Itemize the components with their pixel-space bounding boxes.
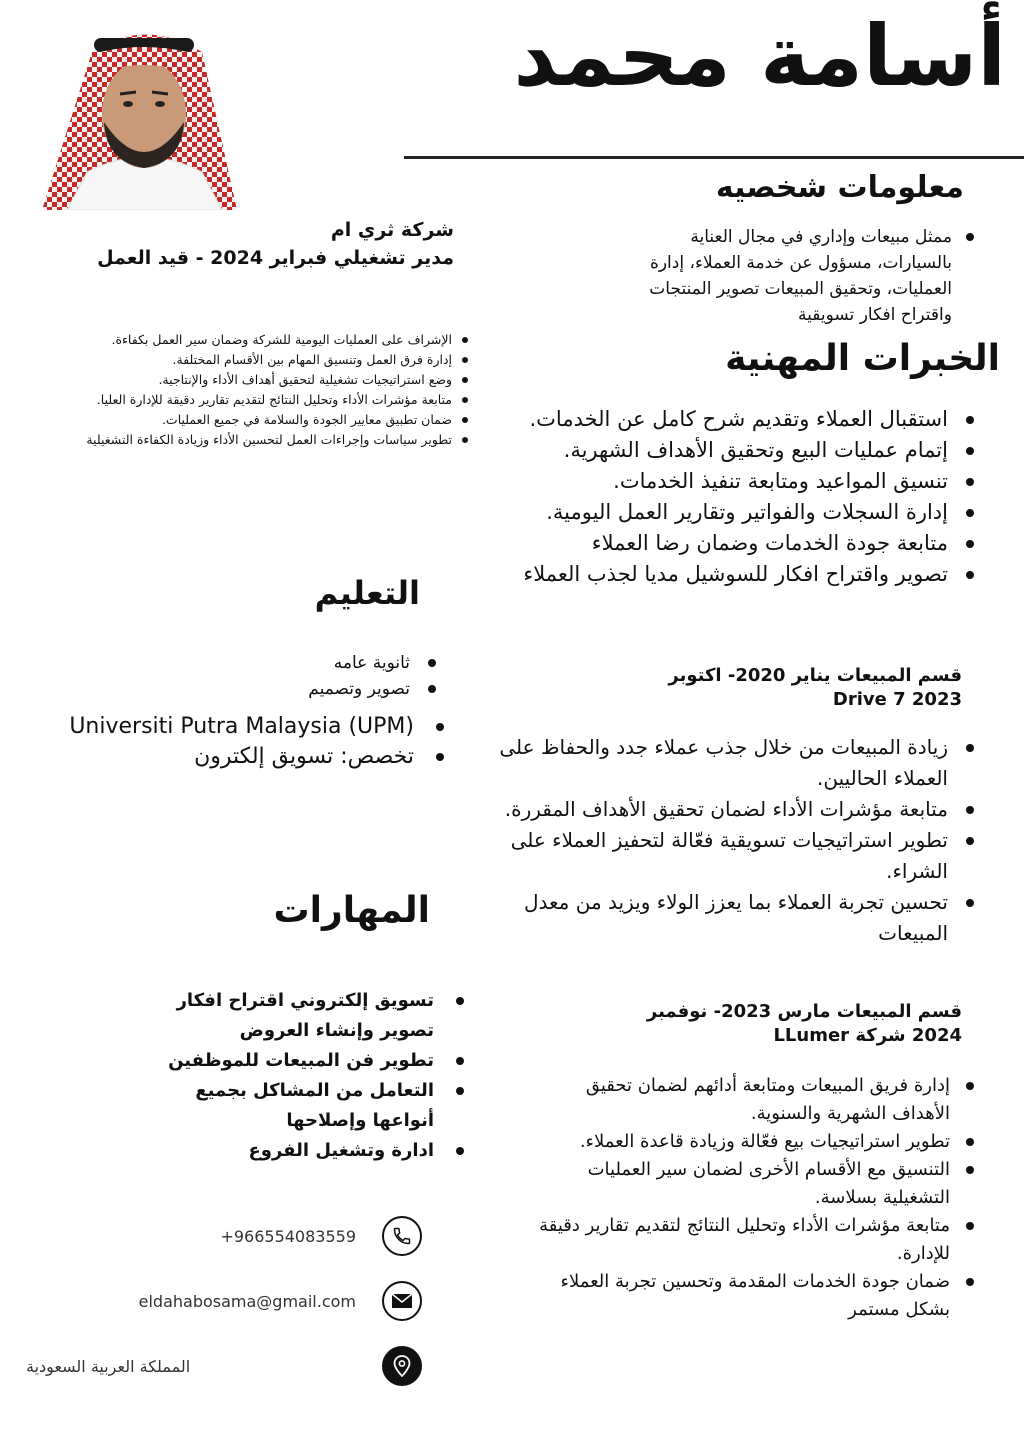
list-item: التنسيق مع الأقسام الأخرى لضمان سير العمليات التشغيلية بسلاسة.	[524, 1156, 974, 1212]
company-name: شركة ثري ام	[330, 219, 454, 241]
list-item: تطوير استراتيجيات بيع فعّالة وزيادة قاعدة العملاء.	[524, 1128, 974, 1156]
list-item: ضمان جودة الخدمات المقدمة وتحسين تجربة العملاء بشكل مستمر	[524, 1268, 974, 1324]
experience-list-1	[504, 404, 974, 590]
list-item: متابعة مؤشرات الأداء وتحليل النتائج لتقديم تقارير دقيقة للإدارة.	[524, 1212, 974, 1268]
list-item: استقبال العملاء وتقديم شرح كامل عن الخدمات.	[504, 404, 974, 435]
list-item: متابعة مؤشرات الأداء لضمان تحقيق الأهداف المقررة.	[454, 794, 974, 825]
list-item: ضمان تطبيق معايير الجودة والسلامة في جميع العمليات.	[28, 410, 468, 430]
experience-list-2	[454, 732, 974, 949]
location-text: المملكة العربية السعودية	[26, 1357, 191, 1376]
company-role: مدير تشغيلي فبراير 2024 - قيد العمل	[97, 247, 454, 269]
list-item: تصوير وتصميم	[106, 676, 436, 702]
personal-info-heading: معلومات شخصيه	[715, 170, 964, 205]
list-item: التعامل من المشاكل بجميع أنواعها وإصلاحها	[144, 1076, 464, 1136]
list-item: إدارة فرق العمل وتنسيق المهام بين الأقسام المختلفة.	[28, 350, 468, 370]
mail-icon	[382, 1281, 422, 1321]
company-duties-list	[28, 330, 468, 450]
list-item: إدارة فريق المبيعات ومتابعة أدائهم لضمان تحقيق الأهداف الشهرية والسنوية.	[524, 1072, 974, 1128]
education-list	[106, 650, 436, 702]
job-role-llumer: قسم المبيعات مارس 2023- نوفمبر 2024 شركة LLumer	[646, 1001, 962, 1046]
list-item: تصوير واقتراح افكار للسوشيل مديا لجذب العملاء	[504, 559, 974, 590]
list-item: إدارة السجلات والفواتير وتقارير العمل اليومية.	[504, 497, 974, 528]
list-item: تطوير سياسات وإجراءات العمل لتحسين الأداء وزيادة الكفاءة التشغيلية	[28, 430, 468, 450]
company-block	[34, 216, 454, 272]
list-item: ثانوية عامه	[106, 650, 436, 676]
list-item: الإشراف على العمليات اليومية للشركة وضمان سير العمل بكفاءة.	[28, 330, 468, 350]
email-address[interactable]: eldahabosama@gmail.com	[138, 1292, 356, 1311]
list-item: تخصص: تسويق إلكترون	[44, 742, 444, 772]
list-item: متابعة مؤشرات الأداء وتحليل النتائج لتقديم تقارير دقيقة للإدارة العليا.	[28, 390, 468, 410]
phone-icon	[382, 1216, 422, 1256]
list-item: تطوير فن المبيعات للموظفين	[144, 1046, 464, 1076]
education-list-university	[44, 712, 444, 772]
location-pin-icon	[382, 1346, 422, 1386]
list-item: تنسيق المواعيد ومتابعة تنفيذ الخدمات.	[504, 466, 974, 497]
header-divider	[404, 156, 1024, 159]
candidate-name: أسامة محمد	[513, 7, 1006, 105]
list-item: إتمام عمليات البيع وتحقيق الأهداف الشهرية.	[504, 435, 974, 466]
job-role-drive7: قسم المبيعات يناير 2020- اكتوبر 2023 Drive 7	[668, 665, 962, 710]
list-item: وضع استراتيجيات تشغيلية لتحقيق أهداف الأداء والإنتاجية.	[28, 370, 468, 390]
list-item: تحسين تجربة العملاء بما يعزز الولاء ويزيد من معدل المبيعات	[454, 887, 974, 949]
list-item: Universiti Putra Malaysia (UPM)	[44, 712, 444, 742]
list-item: زيادة المبيعات من خلال جذب عملاء جدد والحفاظ على العملاء الحاليين.	[454, 732, 974, 794]
list-item: ممثل مبيعات وإداري في مجال العناية بالسيارات، مسؤول عن خدمة العملاء، إدارة العمليات، وتحقيق المبيعات تصوير المنتجات واقتراح افكار تسويقية	[614, 224, 974, 328]
list-item: تسويق إلكتروني اقتراح افكار تصوير وإنشاء العروض	[144, 986, 464, 1046]
experience-list-3	[524, 1072, 974, 1324]
list-item: ادارة وتشغيل الفروع	[144, 1136, 464, 1166]
skills-heading: المهارات	[273, 890, 430, 931]
education-heading: التعليم	[314, 574, 420, 612]
skills-list	[144, 986, 464, 1166]
personal-info-list	[614, 224, 974, 328]
profile-photo	[32, 22, 256, 210]
experience-heading: الخبرات المهنية	[725, 338, 1000, 379]
list-item: متابعة جودة الخدمات وضمان رضا العملاء	[504, 528, 974, 559]
list-item: تطوير استراتيجيات تسويقية فعّالة لتحفيز العملاء على الشراء.	[454, 825, 974, 887]
phone-number[interactable]: +966554083559	[220, 1227, 356, 1246]
